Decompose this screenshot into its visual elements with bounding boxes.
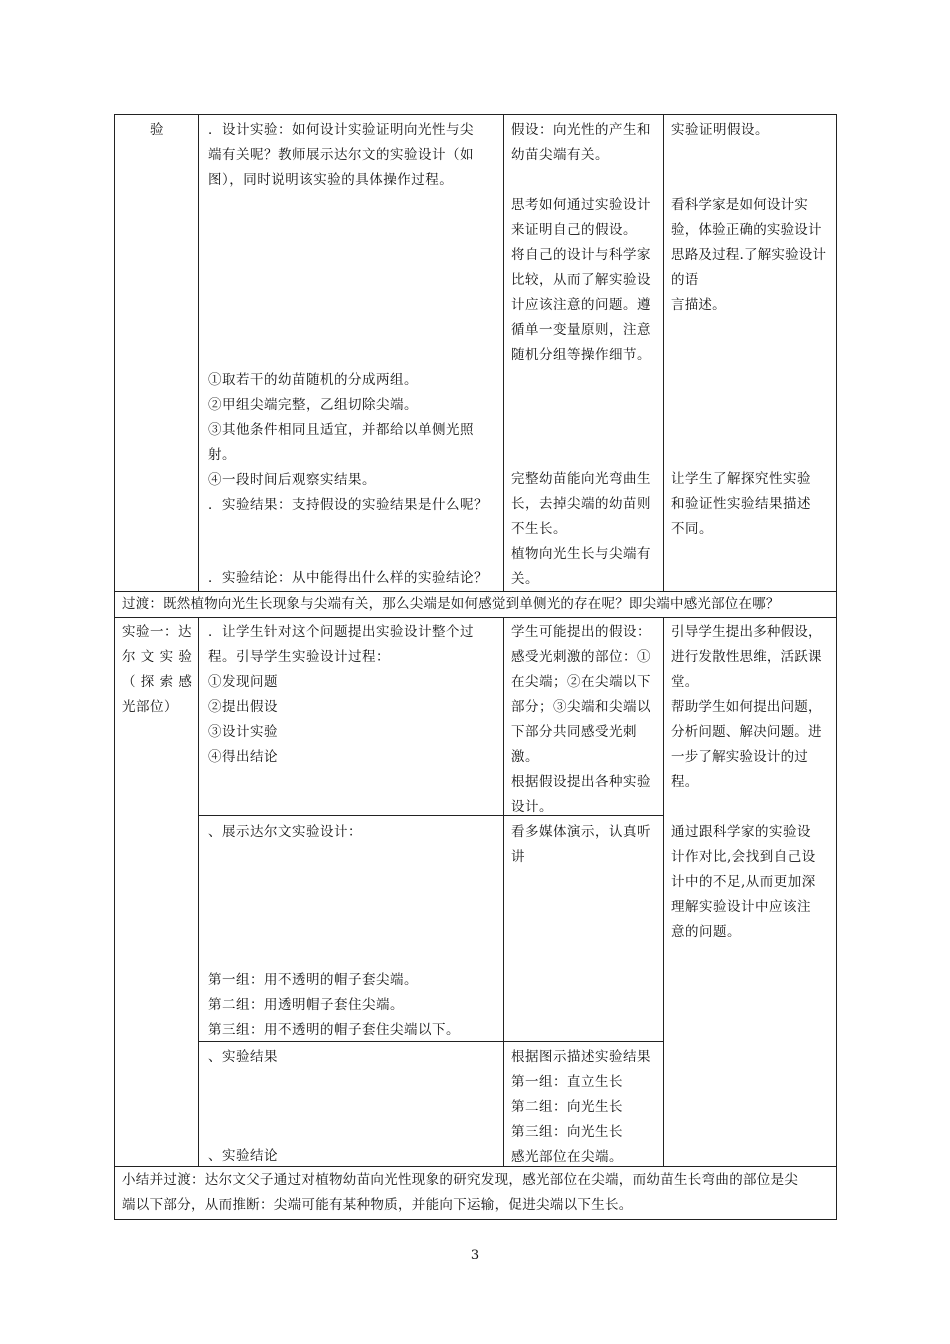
rule-transition-bottom: [114, 617, 837, 618]
row2-conclusion-label: 、实验结论: [208, 1148, 278, 1164]
col-divider-1: [198, 114, 199, 591]
row1-design-text: ．设计实验：如何设计实验证明向光性与尖 端有关呢？教师展示达尔文的实验设计（如 图），同时说明该实验的具体操作过程。: [208, 122, 474, 188]
row2-result-description: 根据图示描述实验结果 第一组：直立生长 第二组：向光生长 第三组：向光生长 感光部位在尖端。: [511, 1049, 651, 1165]
row2-student-hypothesis: 学生可能提出的假设： 感受光刺激的部位：① 在尖端；②在尖端以下 部分；③尖端和尖端以 下部分共同感受光刺 激。 根据假设提出各种实验 设计。: [511, 624, 651, 815]
row2-guide-text: 引导学生提出多种假设， 进行发散性思维，活跃课 堂。 帮助学生如何提出问题， 分析问题、解决问题。进 一步了解实验设计的过 程。: [671, 624, 822, 790]
row2-process-text: ．让学生针对这个问题提出实验设计整个过 程。引导学生实验设计过程： ①发现问题 ②提出假设 ③设计实验 ④得出结论: [208, 624, 474, 765]
transition-text: 过渡：既然植物向光生长现象与尖端有关，那么尖端是如何感觉到单侧光的存在呢？即尖端中感光部位在哪？: [122, 596, 780, 612]
row2-section-label: 实验一：达 尔 文 实 验 （ 探 索 感 光部位）: [122, 624, 193, 715]
row1-prove-text: 实验证明假设。: [671, 122, 769, 138]
col-divider-2b: [503, 617, 504, 1166]
summary-text: 小结并过渡：达尔文父子通过对植物幼苗向光性现象的研究发现，感光部位在尖端，而幼苗生长弯曲的部位是尖 端以下部分，从而推断：尖端可能有某种物质，并能向下运输，促进尖端以下生长。: [122, 1172, 799, 1213]
page-number: 3: [470, 1248, 480, 1263]
row2-compare-text: 通过跟科学家的实验设 计作对比,会找到自己设 计中的不足,从而更加深 理解实验设计中应该注 意的问题。: [671, 824, 816, 940]
row1-see-text: 看科学家是如何设计实 验，体验正确的实验设计 思路及过程.了解实验设计 的语 言描述。: [671, 197, 827, 313]
row1-let-text: 让学生了解探究性实验 和验证性实验结果描述 不同。: [671, 471, 811, 537]
row2-show-design-text: 、展示达尔文实验设计：: [208, 824, 362, 840]
row1-result-text: 完整幼苗能向光弯曲生 长，去掉尖端的幼苗则 不生长。 植物向光生长与尖端有 关。: [511, 471, 651, 587]
col-divider-3: [663, 114, 664, 591]
row2-groups-text: 第一组：用不透明的帽子套尖端。 第二组：用透明帽子套住尖端。 第三组：用不透明的帽子套住尖端以下。: [208, 972, 460, 1038]
row1-steps-text: ①取若干的幼苗随机的分成两组。 ②甲组尖端完整，乙组切除尖端。 ③其他条件相同且适宜，并都给以单侧光照 射。 ④一段时间后观察实结果。 ．实验结果：支持假设的实验结果是什么呢？: [208, 372, 488, 513]
row1-hypothesis-text: 假设：向光性的产生和 幼苗尖端有关。: [511, 122, 651, 163]
col-divider-3b: [663, 617, 664, 1166]
row2-result-label: 、实验结果: [208, 1049, 278, 1065]
row1-conclusion-text: ．实验结论：从中能得出什么样的实验结论？: [208, 570, 488, 586]
row1-section-label: 验: [150, 122, 164, 138]
col-divider-2: [503, 114, 504, 591]
row1-think-text: 思考如何通过实验设计 来证明自己的假设。 将自己的设计与科学家 比较，从而了解实验设 计应该注意的问题。遵 循单一变量原则，注意 随机分组等操作细节。: [511, 197, 651, 363]
row2-watch-text: 看多媒体演示，认真听 讲: [511, 824, 651, 865]
col-divider-1b: [198, 617, 199, 1166]
